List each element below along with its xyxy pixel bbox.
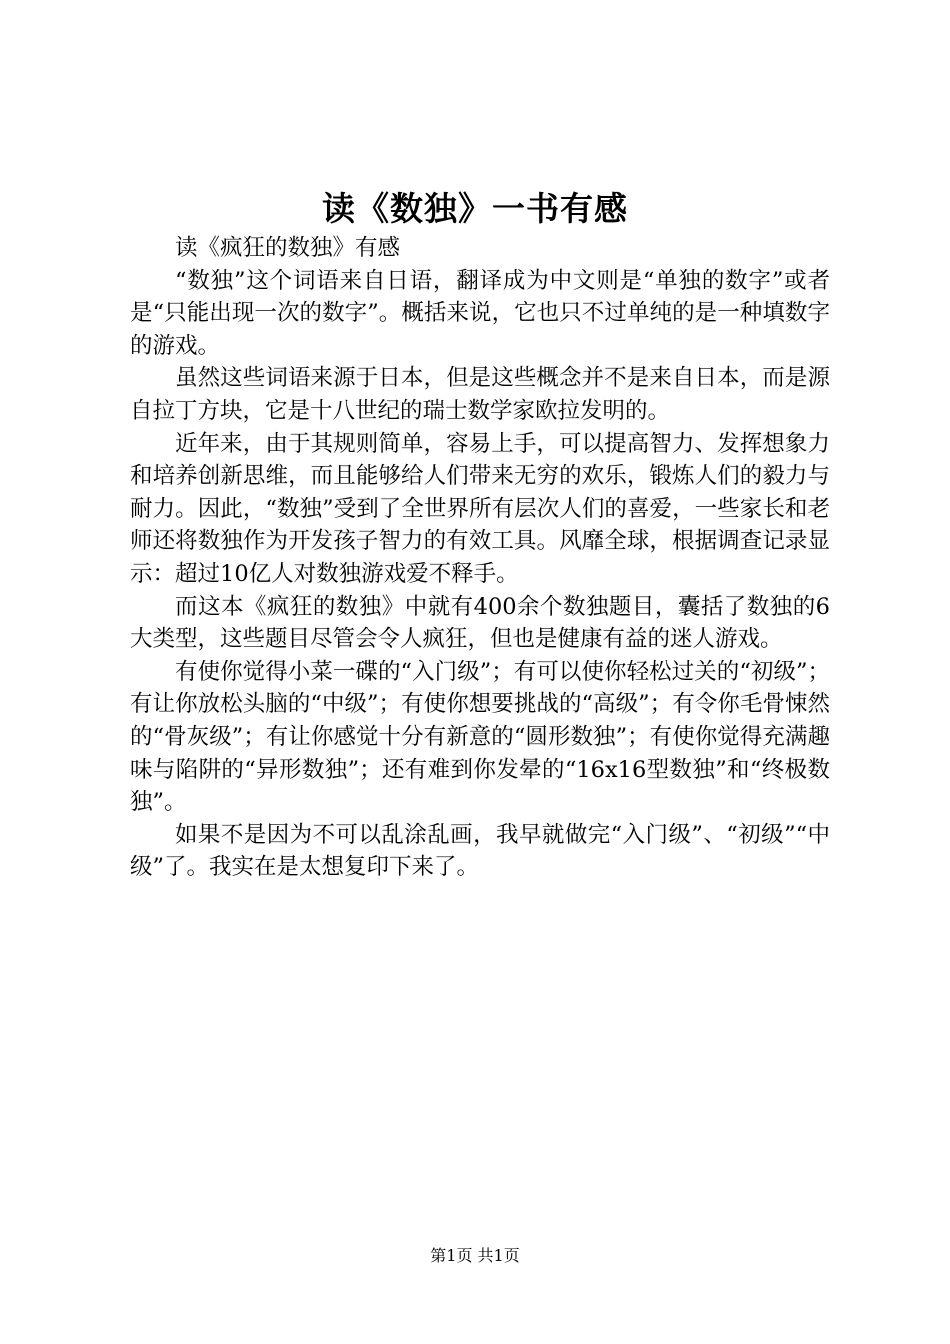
paragraph-subtitle: 读《疯狂的数独》有感 bbox=[175, 235, 401, 261]
paragraph-5: 有使你觉得小菜一碟的“入门级”；有可以使你轻松过关的“初级”；有让你放松头脑的“中级”；有使你想要挑战的“高级”；有令你毛骨悚然的“骨灰级”；有让你感觉十分有新意的“圆形数独”；有使你觉得充满趣味与陷阱的“异形数独”；还有难到你发晕的“16x16型数独”和“终极数独”。 bbox=[130, 658, 830, 816]
paragraph-4: 而这本《疯狂的数独》中就有400余个数独题目，囊括了数独的6大类型，这些题目尽管会令人疯狂，但也是健康有益的迷人游戏。 bbox=[130, 593, 830, 653]
page-footer: 第1页 共1页 bbox=[430, 1246, 520, 1265]
paragraph-1: “数独”这个词语来自日语，翻译成为中文则是“单独的数字”或者是“只能出现一次的数字”。概括来说，它也只不过单纯的是一种填数字的游戏。 bbox=[130, 267, 830, 359]
paragraph-2: 虽然这些词语来源于日本，但是这些概念并不是来自日本，而是源自拉丁方块，它是十八世纪的瑞士数学家欧拉发明的。 bbox=[130, 365, 830, 424]
paragraph-3: 近年来，由于其规则简单，容易上手，可以提高智力、发挥想象力和培养创新思维，而且能够给人们带来无穷的欢乐，锻炼人们的毅力与耐力。因此，“数独”受到了全世界所有层次人们的喜爱，一些家长和老师还将数独作为开发孩子智力的有效工具。风靡全球，根据调查记录显示：超过10亿人对数独游戏爱不释手。 bbox=[130, 430, 830, 587]
paragraph-6: 如果不是因为不可以乱涂乱画，我早就做完“入门级”、“初级”“中级”了。我实在是太想复印下来了。 bbox=[130, 821, 830, 881]
document-body bbox=[130, 232, 830, 884]
document-title: 读《数独》一书有感 bbox=[322, 189, 628, 228]
